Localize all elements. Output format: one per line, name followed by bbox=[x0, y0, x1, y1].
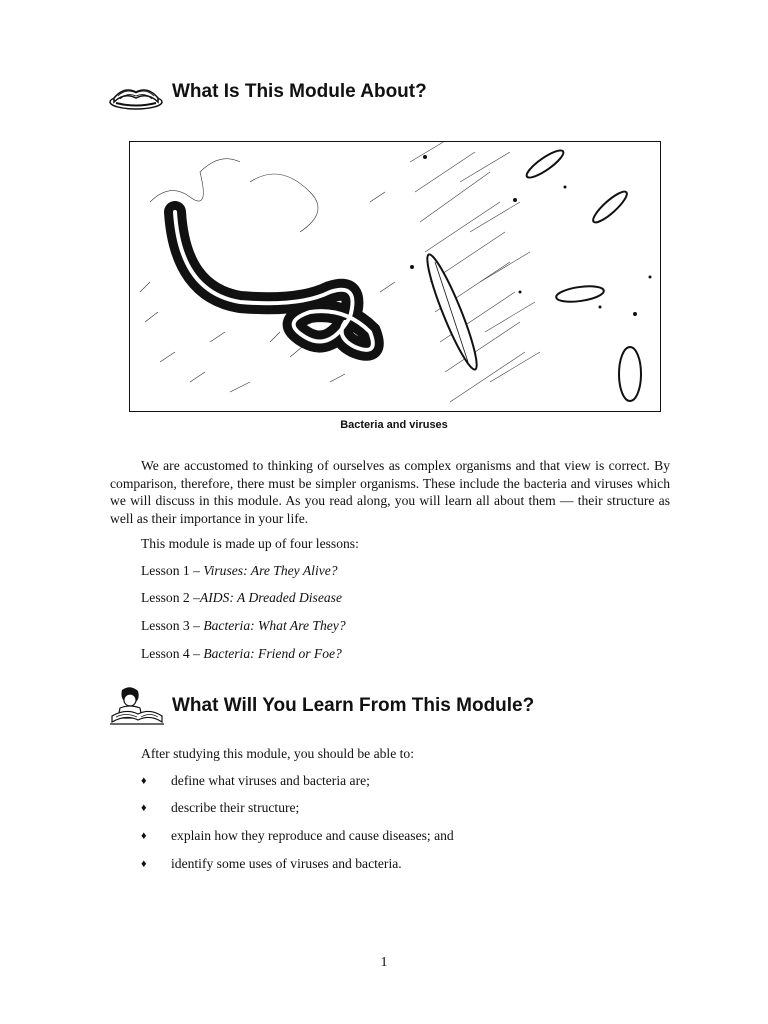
bullet-diamond-icon: ♦ bbox=[141, 775, 147, 787]
objectives-intro: After studying this module, you should be able to: bbox=[141, 746, 414, 761]
lesson-prefix: Lesson 3 – bbox=[141, 618, 204, 633]
lesson-title: Bacteria: What Are They? bbox=[203, 618, 346, 633]
lessons-intro: This module is made up of four lessons: bbox=[141, 536, 359, 551]
list-item bbox=[141, 773, 370, 790]
objective-text: identify some uses of viruses and bacteria. bbox=[171, 856, 402, 871]
lesson-title: Bacteria: Friend or Foe? bbox=[203, 646, 342, 661]
bullet-diamond-icon: ♦ bbox=[141, 802, 147, 814]
lesson-item bbox=[141, 563, 338, 579]
bacteria-virus-illustration bbox=[129, 141, 661, 412]
student-reading-icon bbox=[108, 686, 164, 726]
lesson-title: Viruses: Are They Alive? bbox=[203, 563, 338, 578]
lesson-item bbox=[141, 618, 346, 634]
section-title: What Will You Learn From This Module? bbox=[172, 695, 535, 716]
open-book-icon bbox=[108, 72, 164, 112]
bullet-diamond-icon: ♦ bbox=[141, 858, 147, 870]
section-heading-about bbox=[108, 72, 427, 112]
figure-caption: Bacteria and viruses bbox=[340, 419, 448, 431]
objective-text: describe their structure; bbox=[171, 800, 300, 815]
objective-text: define what viruses and bacteria are; bbox=[171, 773, 370, 788]
lesson-prefix: Lesson 4 – bbox=[141, 646, 204, 661]
lesson-title: AIDS: A Dreaded Disease bbox=[199, 590, 342, 605]
microscope-drawing bbox=[130, 142, 660, 411]
lesson-item bbox=[141, 590, 342, 606]
lesson-prefix: Lesson 1 – bbox=[141, 563, 204, 578]
section-heading-learn bbox=[108, 686, 534, 726]
list-item bbox=[141, 800, 299, 817]
lesson-item bbox=[141, 646, 342, 662]
list-item bbox=[141, 828, 454, 845]
intro-paragraph: We are accustomed to thinking of ourselves as complex organisms and that view is correct. By comparison, therefore, there must be simpler organisms. These include the bacteria and viruses which we will discuss in this module. As you read along, you will learn all about them — their structure as well as their importance in your life. bbox=[110, 458, 670, 526]
section-title: What Is This Module About? bbox=[172, 81, 427, 102]
objective-text: explain how they reproduce and cause diseases; and bbox=[171, 828, 454, 843]
list-item bbox=[141, 856, 402, 873]
page-number: 1 bbox=[380, 955, 388, 970]
bullet-diamond-icon: ♦ bbox=[141, 830, 147, 842]
lesson-prefix: Lesson 2 – bbox=[141, 590, 200, 605]
